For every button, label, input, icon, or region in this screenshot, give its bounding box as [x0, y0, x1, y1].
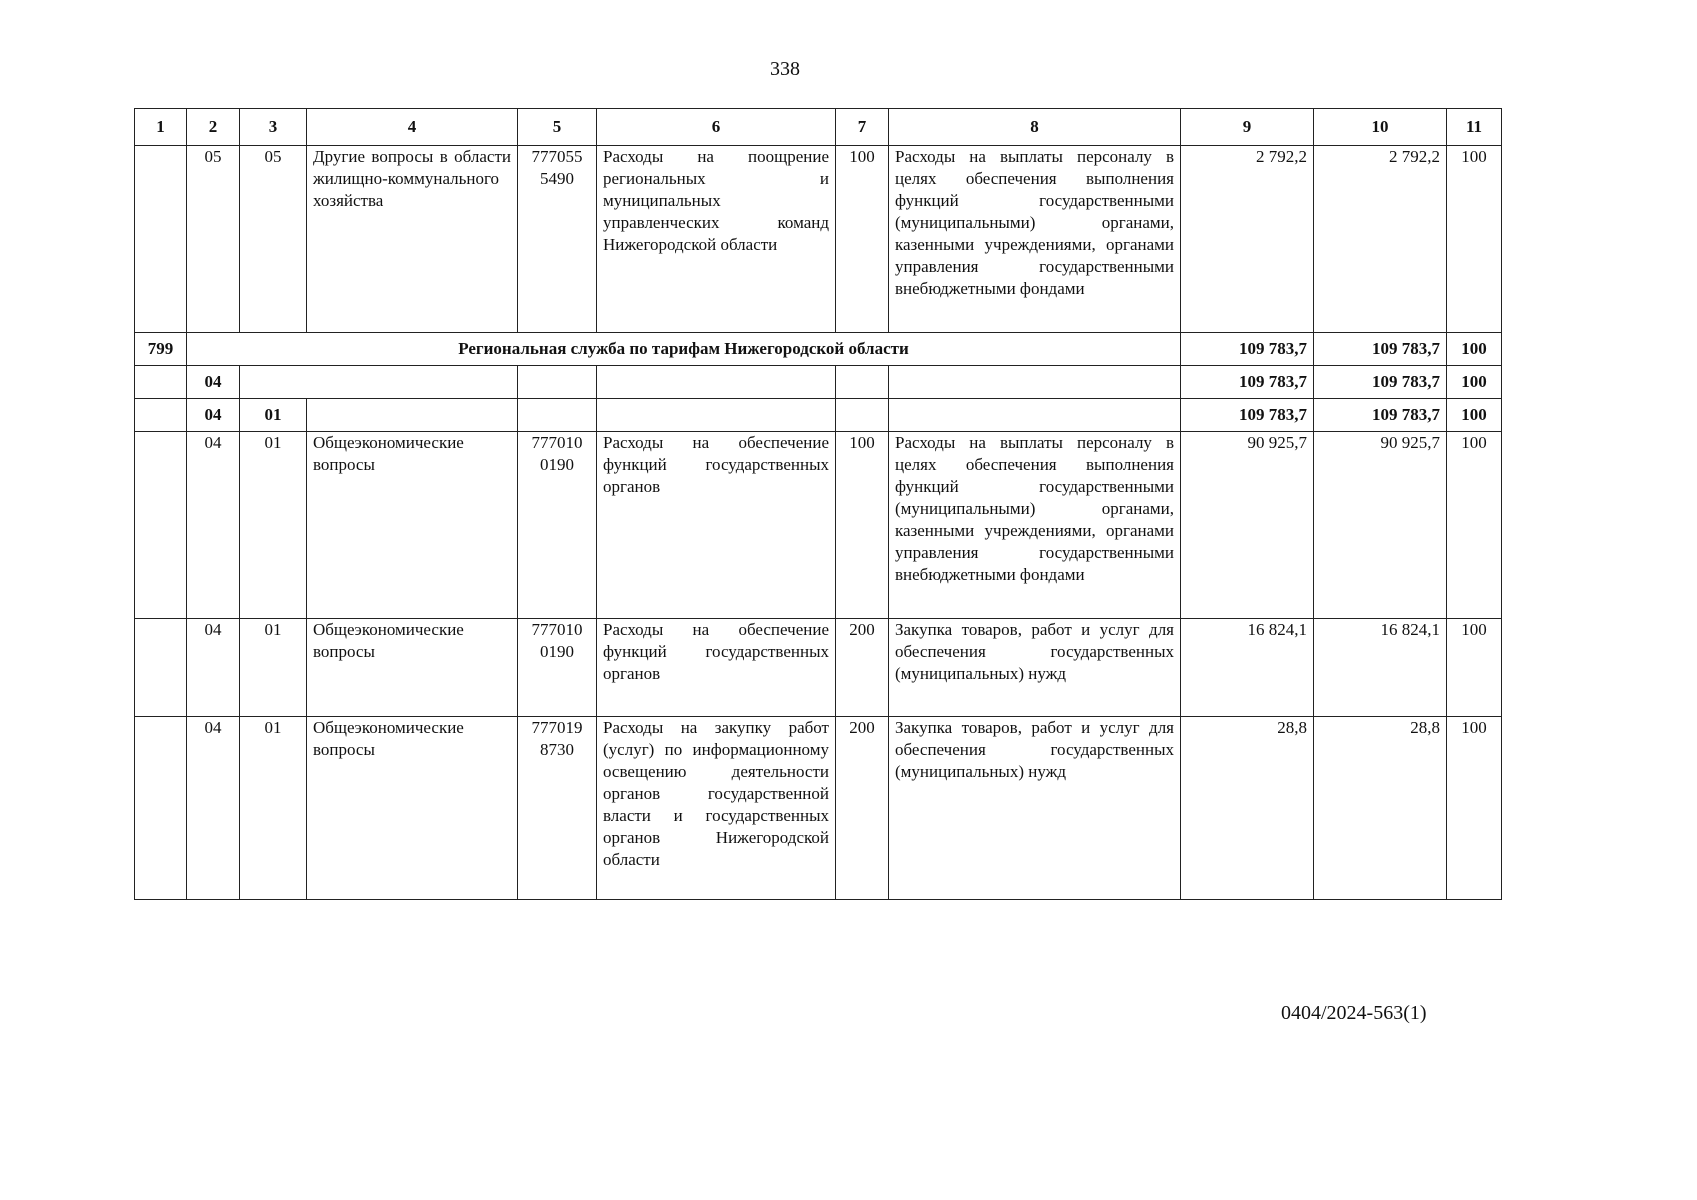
document-code: 0404/2024-563(1): [1281, 1002, 1427, 1024]
column-header: 6: [597, 109, 836, 146]
cell-percent: 100: [1447, 399, 1502, 432]
cell-executed: 2 792,2: [1314, 146, 1447, 333]
header-row: [135, 109, 1502, 146]
cell-executed: 90 925,7: [1314, 432, 1447, 619]
cell-expense-type-name: Расходы на выплаты персоналу в целях обеспечения выполнения функций государственными (муниципальными) органами, казенными учреждениями, органами управления государственными внебюджетными фондами: [889, 146, 1181, 333]
cell-empty: [518, 399, 597, 432]
cell-target-article: 777019 8730: [518, 717, 597, 900]
table-row: [135, 432, 1502, 619]
cell-executed: 109 783,7: [1314, 333, 1447, 366]
cell-empty: [518, 366, 597, 399]
cell-executed: 16 824,1: [1314, 619, 1447, 717]
column-header: 11: [1447, 109, 1502, 146]
cell-planned: 16 824,1: [1181, 619, 1314, 717]
cell-section: 04: [187, 717, 240, 900]
cell-article-name: Расходы на закупку работ (услуг) по информационному освещению деятельности органов государственной власти и государственных органов Нижегородской области: [597, 717, 836, 900]
cell-expense-type-name: Расходы на выплаты персоналу в целях обеспечения выполнения функций государственными (муниципальными) органами, казенными учреждениями, органами управления государственными внебюджетными фондами: [889, 432, 1181, 619]
cell-section: 04: [187, 399, 240, 432]
cell-ministry-code: [135, 366, 187, 399]
cell-empty: [889, 399, 1181, 432]
cell-percent: 100: [1447, 366, 1502, 399]
cell-empty: [889, 366, 1181, 399]
cell-planned: 109 783,7: [1181, 399, 1314, 432]
table-row: [135, 717, 1502, 900]
cell-subsection: 01: [240, 399, 307, 432]
table-row: [135, 366, 1502, 399]
cell-expense-type-name: Закупка товаров, работ и услуг для обеспечения государственных (муниципальных) нужд: [889, 717, 1181, 900]
cell-planned: 109 783,7: [1181, 366, 1314, 399]
column-header: 5: [518, 109, 597, 146]
page-number: 338: [770, 58, 800, 80]
cell-planned: 28,8: [1181, 717, 1314, 900]
table-row: [135, 333, 1502, 366]
cell-article-name: Расходы на обеспечение функций государственных органов: [597, 432, 836, 619]
cell-empty: [597, 366, 836, 399]
cell-subsection: 05: [240, 146, 307, 333]
table-row: [135, 399, 1502, 432]
cell-percent: 100: [1447, 333, 1502, 366]
cell-empty: [307, 399, 518, 432]
cell-percent: 100: [1447, 432, 1502, 619]
cell-subsection-name: Общеэкономические вопросы: [307, 717, 518, 900]
table-row: [135, 619, 1502, 717]
table-row: [135, 146, 1502, 333]
column-header: 2: [187, 109, 240, 146]
column-header: 7: [836, 109, 889, 146]
cell-subsection-name: Общеэкономические вопросы: [307, 619, 518, 717]
cell-subsection: 01: [240, 619, 307, 717]
cell-planned: 109 783,7: [1181, 333, 1314, 366]
cell-percent: 100: [1447, 717, 1502, 900]
column-header: 9: [1181, 109, 1314, 146]
column-header: 10: [1314, 109, 1447, 146]
cell-subsection-name: Другие вопросы в области жилищно-коммунального хозяйства: [307, 146, 518, 333]
cell-empty: [597, 399, 836, 432]
column-header: 8: [889, 109, 1181, 146]
cell-subsection: 01: [240, 432, 307, 619]
column-header: 4: [307, 109, 518, 146]
cell-subsection: 01: [240, 717, 307, 900]
cell-section: 04: [187, 619, 240, 717]
cell-expense-type: 200: [836, 619, 889, 717]
cell-section: 05: [187, 146, 240, 333]
cell-ministry-title: Региональная служба по тарифам Нижегородской области: [187, 333, 1181, 366]
cell-ministry-code: [135, 146, 187, 333]
cell-percent: 100: [1447, 146, 1502, 333]
cell-target-article: 777055 5490: [518, 146, 597, 333]
cell-section: 04: [187, 366, 240, 399]
cell-section: 04: [187, 432, 240, 619]
cell-ministry-code: [135, 717, 187, 900]
cell-expense-type: 100: [836, 432, 889, 619]
cell-executed: 28,8: [1314, 717, 1447, 900]
cell-expense-type: 100: [836, 146, 889, 333]
cell-subsection: [240, 366, 518, 399]
cell-executed: 109 783,7: [1314, 366, 1447, 399]
cell-target-article: 777010 0190: [518, 432, 597, 619]
cell-empty: [836, 399, 889, 432]
cell-planned: 90 925,7: [1181, 432, 1314, 619]
budget-table: [134, 108, 1502, 900]
column-header: 3: [240, 109, 307, 146]
cell-ministry-code: [135, 399, 187, 432]
column-header: 1: [135, 109, 187, 146]
cell-expense-type: 200: [836, 717, 889, 900]
cell-ministry-code: [135, 619, 187, 717]
cell-percent: 100: [1447, 619, 1502, 717]
cell-article-name: Расходы на поощрение региональных и муниципальных управленческих команд Нижегородской области: [597, 146, 836, 333]
cell-executed: 109 783,7: [1314, 399, 1447, 432]
cell-empty: [836, 366, 889, 399]
cell-article-name: Расходы на обеспечение функций государственных органов: [597, 619, 836, 717]
cell-planned: 2 792,2: [1181, 146, 1314, 333]
cell-target-article: 777010 0190: [518, 619, 597, 717]
cell-subsection-name: Общеэкономические вопросы: [307, 432, 518, 619]
cell-ministry-code: 799: [135, 333, 187, 366]
cell-ministry-code: [135, 432, 187, 619]
cell-expense-type-name: Закупка товаров, работ и услуг для обеспечения государственных (муниципальных) нужд: [889, 619, 1181, 717]
